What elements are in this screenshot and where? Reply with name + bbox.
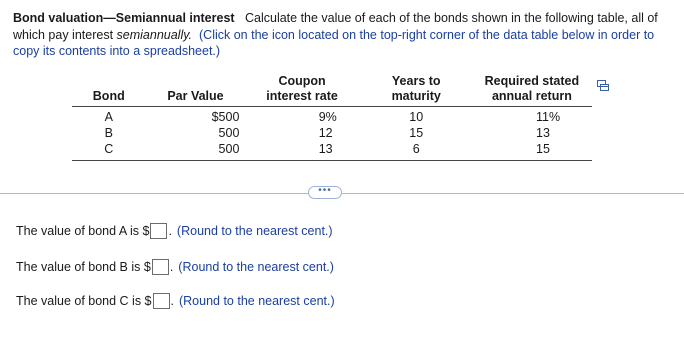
bond-data-table — [72, 72, 592, 161]
header-years-to-maturity: Years to maturity — [361, 72, 472, 107]
answer-row-bond-c — [16, 292, 335, 310]
cell-years: 15 — [409, 126, 424, 140]
header-bond: Bond — [72, 72, 146, 107]
table-row — [72, 125, 592, 141]
copy-to-spreadsheet-icon[interactable] — [597, 79, 609, 91]
answer-suffix: . — [170, 294, 174, 308]
answer-row-bond-b — [16, 258, 334, 276]
problem-hint: (Click on the icon located on the top-right corner of the data table below in order to copy its contents into a spreadsheet.) — [13, 27, 655, 58]
bond-c-value-input[interactable] — [153, 293, 170, 309]
table-header-row — [72, 72, 592, 107]
cell-coupon-rate: 13 — [243, 141, 360, 161]
cell-par-value: 500 — [146, 141, 244, 161]
table-row — [72, 141, 592, 161]
answer-suffix: . — [169, 260, 174, 274]
cell-par-value: 500 — [218, 126, 240, 140]
problem-text: Calculate the value of each of the bonds shown in the following table, all of which pay interest — [13, 11, 658, 42]
bond-a-value-input[interactable] — [150, 223, 167, 239]
header-par-value: Par Value — [146, 72, 244, 107]
answer-row-bond-a — [16, 222, 333, 240]
answer-suffix: . — [168, 224, 172, 238]
expand-more-button[interactable]: ••• — [308, 186, 342, 199]
rounding-hint: (Round to the nearest cent.) — [178, 260, 334, 274]
cell-bond: C — [72, 141, 146, 161]
section-divider — [0, 193, 684, 194]
bond-b-value-input[interactable] — [152, 259, 169, 275]
cell-bond: B — [104, 126, 113, 140]
cell-years: 10 — [409, 110, 424, 124]
table-row — [72, 107, 592, 126]
cell-coupon-rate: 12 — [318, 126, 333, 140]
cell-coupon-rate: 9% — [318, 110, 337, 124]
answer-prefix: The value of bond B is $ — [16, 260, 151, 274]
cell-required-return: 11% — [536, 110, 561, 124]
problem-italic-word: semiannually. — [116, 27, 193, 42]
rounding-hint: (Round to the nearest cent.) — [178, 294, 335, 308]
cell-years: 6 — [361, 141, 472, 161]
header-required-return: Required stated annual return — [472, 72, 592, 107]
problem-title: Bond valuation—Semiannual interest — [13, 11, 235, 25]
cell-bond: A — [104, 110, 113, 124]
header-coupon-rate: Coupon interest rate — [243, 72, 360, 107]
cell-required-return: 15 — [472, 141, 592, 161]
answer-prefix: The value of bond A is $ — [16, 224, 150, 238]
problem-statement — [13, 10, 675, 60]
cell-required-return: 13 — [536, 126, 550, 140]
answer-prefix: The value of bond C is $ — [16, 294, 152, 308]
rounding-hint: (Round to the nearest cent.) — [176, 224, 333, 238]
cell-par-value: $500 — [211, 110, 240, 124]
